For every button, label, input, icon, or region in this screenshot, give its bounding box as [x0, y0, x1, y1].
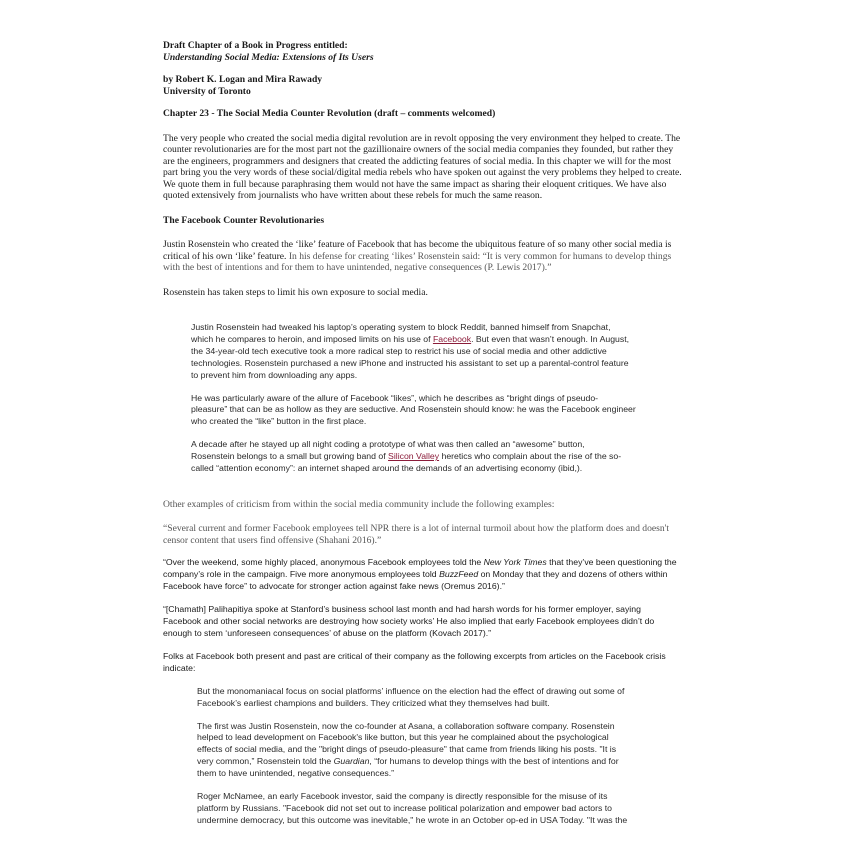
publication-name: New York Times: [483, 557, 547, 568]
text-segment: Rosenstein belongs to a small but growing band of: [191, 451, 389, 462]
excerpt-1: [197, 686, 657, 710]
authors: by Robert K. Logan and Mira Rawady: [163, 74, 323, 85]
text-segment: critical of his own ‘like’ feature.: [163, 250, 287, 262]
text-line: effects of social media, and the "bright dings of pseudo-pleasure" that came from friends liking his posts. "It is: [197, 744, 617, 755]
publication-name: BuzzFeed: [439, 569, 479, 580]
text-line: quoted extensively from journalists who have written about these rebels for much the same reason.: [163, 190, 543, 201]
other-examples-line: Other examples of criticism from within the social media community include the following examples:: [163, 498, 555, 510]
author-block: [163, 74, 703, 97]
text-line: helped to lead development on Facebook's like button, but this year he complained about the psychological: [197, 732, 609, 743]
text-line: [197, 756, 657, 768]
text-line: “Several current and former Facebook employees tell NPR there is a lot of internal turmoil about how the platform does and doesn't: [163, 523, 670, 535]
text-line: The very people who created the social media digital revolution are in revolt opposing the very environment they helped to create. The: [163, 132, 681, 144]
book-title: Understanding Social Media: Extensions of Its Users: [163, 51, 374, 63]
header-line: Draft Chapter of a Book in Progress entitled:: [163, 40, 348, 51]
folks-paragraph: [163, 651, 703, 675]
chamath-quote: [163, 604, 703, 640]
text-line: are the engineers, programmers and designers that created the addicting features of social media. In this chapter we will for the most: [163, 155, 672, 167]
affiliation: University of Toronto: [163, 85, 251, 97]
text-line: them to have unintended, negative consequences.”: [197, 768, 395, 779]
document-page: [163, 40, 703, 827]
text-line: undermine democracy, but this outcome was inevitable," he wrote in an October op-ed in USA Today. "It was the: [197, 814, 628, 825]
text-line: Justin Rosenstein who created the ‘like’ feature of Facebook that has become the ubiquitous feature of so many other social media is: [163, 239, 672, 250]
text-segment: . But even that wasn’t enough. In August,: [471, 333, 630, 344]
text-line: part bring you the very words of these social/digital media rebels who have spoken out against the very problems they helped to create.: [163, 167, 682, 178]
text-segment: , “for humans to develop things with the best of intentions and for: [369, 756, 619, 767]
text-segment: that they’ve been questioning the: [546, 557, 677, 568]
npr-quote: [163, 523, 703, 546]
text-line: enough to stem ‘unforeseen consequences’ of abuse on the platform (Kovach 2017).”: [163, 628, 492, 638]
silicon-valley-link[interactable]: Silicon Valley: [388, 451, 440, 462]
text-line: Facebook’s earliest champions and builders. They criticized what they themselves had built.: [197, 697, 550, 708]
text-line: He was particularly aware of the allure of Facebook “likes”, which he describes as “bright dings of pseudo-: [191, 392, 599, 403]
text-line: pleasure” that can be as hollow as they are seductive. And Rosenstein should know: he was the Facebook engineer: [191, 404, 636, 415]
text-line: with the best of intentions and for them to have unintended, negative consequences (P. Lewis 2017).”: [163, 262, 552, 273]
text-line: We quote them in full because paraphrasing them would not have the same impact as sharing their eloquent critiques. We have also: [163, 178, 667, 190]
nyt-quote: [163, 557, 703, 593]
excerpt-2: [197, 721, 657, 781]
text-line: Folks at Facebook both present and past are critical of their company as the following excerpts from articles on the Facebook crisis: [163, 650, 666, 661]
facebook-link[interactable]: Facebook: [432, 333, 472, 344]
rosenstein-paragraph: [163, 239, 703, 274]
text-line: “[Chamath] Palihapitiya spoke at Stanford’s business school last month and had harsh words for his former employer, saying: [163, 604, 641, 615]
text-line: to prevent him from downloading any apps.: [191, 369, 358, 380]
text-line: [191, 334, 661, 346]
excerpt-3: [197, 791, 657, 827]
text-line: Facebook have force” to advocate for stronger action against fake news (Oremus 2016).”: [163, 581, 505, 592]
draft-header: [163, 40, 703, 63]
text-line: called “attention economy”: an internet shaped around the demands of an advertising economy (ibid,).: [191, 463, 583, 474]
block-quote-3: [191, 439, 661, 475]
text-line: technologies. Rosenstein purchased a new iPhone and instructed his assistant to set up a parental-control feature: [191, 357, 629, 368]
text-line: censor content that users find offensive (Shahani 2016).”: [163, 534, 382, 546]
text-line: who created the “like” button in the first place.: [191, 416, 367, 427]
text-line: The first was Justin Rosenstein, now the co-founder at Asana, a collaboration software company. Rosenstein: [197, 720, 615, 731]
text-line: Roger McNamee, an early Facebook investor, said the company is directly responsible for the misuse of its: [197, 791, 608, 802]
block-quote-1: [191, 322, 661, 382]
chapter-title: Chapter 23 - The Social Media Counter Revolution (draft – comments welcomed): [163, 108, 496, 119]
text-segment: company’s role in the campaign. Five more anonymous employees told: [163, 569, 440, 580]
block-quote-2: [191, 393, 661, 429]
text-line: A decade after he stayed up all night coding a prototype of what was then called an “awesome” button,: [191, 439, 585, 450]
section-heading: The Facebook Counter Revolutionaries: [163, 214, 325, 226]
text-segment: heretics who complain about the rise of the so-: [439, 451, 622, 462]
text-line: But the monomaniacal focus on social platforms’ influence on the election had the effect of drawing out some of: [197, 685, 625, 696]
text-line: [163, 557, 703, 569]
steps-line: Rosenstein has taken steps to limit his own exposure to social media.: [163, 286, 428, 298]
publication-name: Guardian: [333, 756, 370, 767]
text-segment: In his defense for creating ‘likes’ Rosenstein said: “It is very common for humans to develop things: [286, 250, 672, 262]
text-segment: on Monday that they and dozens of others within: [478, 569, 668, 580]
text-line: indicate:: [163, 662, 196, 673]
text-segment: which he compares to heroin, and imposed limits on his use of: [191, 333, 433, 344]
intro-paragraph: [163, 133, 703, 202]
text-line: counter revolutionaries are for the most part not the gazillionaire owners of the social media companies they founded, but rather they: [163, 144, 674, 155]
text-line: [163, 569, 703, 581]
text-line: [163, 251, 703, 263]
text-line: platform by Russians. "Facebook did not set out to increase political polarization and empower bad actors to: [197, 802, 612, 813]
text-segment: “Over the weekend, some highly placed, anonymous Facebook employees told the: [163, 557, 484, 568]
text-line: Facebook and other social networks are destroying how society works’ He also implied that early Facebook employees didn’t do: [163, 616, 655, 627]
text-line: the 34-year-old tech executive took a more radical step to restrict his use of social media and other addictive: [191, 345, 607, 356]
text-line: [191, 451, 661, 463]
text-line: Justin Rosenstein had tweaked his laptop’s operating system to block Reddit, banned himself from Snapchat,: [191, 322, 611, 332]
text-segment: very common,” Rosenstein told the: [197, 756, 334, 767]
